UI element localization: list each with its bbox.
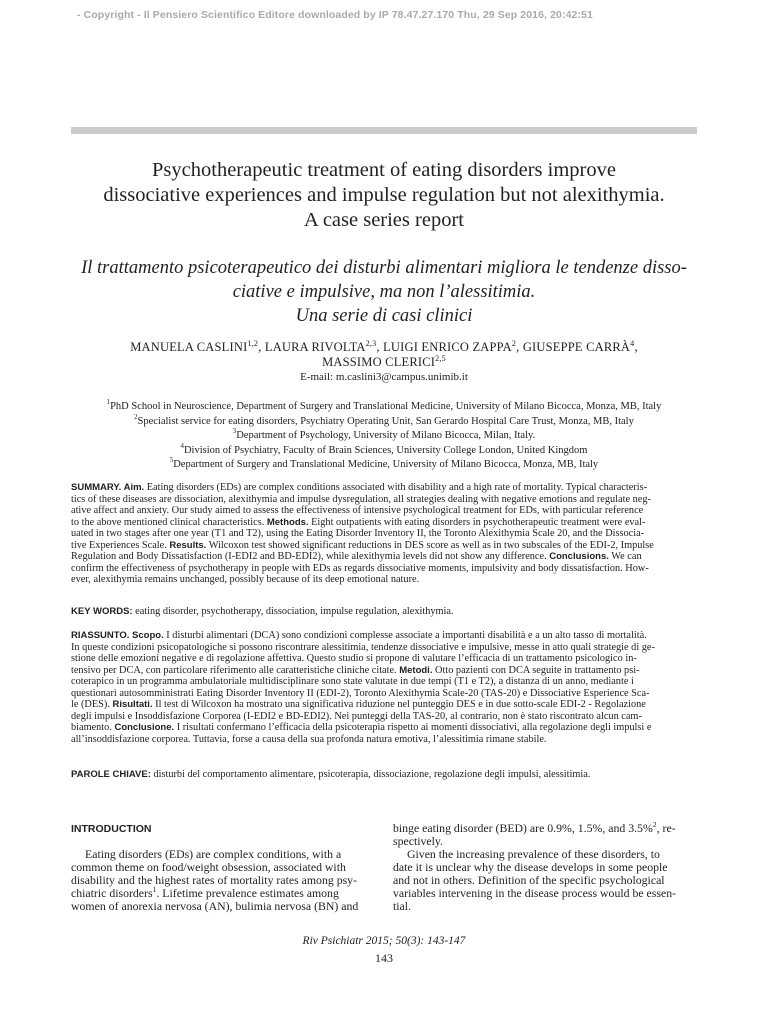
body-line: tial.	[393, 899, 412, 913]
riassunto-metodi-label: Metodi.	[399, 664, 433, 676]
author-separator: ,	[634, 340, 638, 354]
summary-lead: SUMMARY. Aim.	[71, 482, 145, 493]
affiliation-text: Department of Psychology, University of Milano Bicocca, Milan, Italy.	[236, 430, 536, 441]
summary-line: confirm the effectiveness of psychotherapy in people with EDs as regards dissociative moments, impulsivity and body dissatisfaction. How-	[71, 562, 649, 574]
riassunto-line: stione delle emozioni negative e di regolazione affettiva. Questo studio si propone di valutare l’efficacia di un trattamento psicologico in-	[71, 653, 637, 664]
body-text: . Lifetime prevalence estimates among	[156, 886, 339, 900]
summary-conclusions-label: Conclusions.	[549, 551, 609, 562]
riassunto-line	[71, 722, 697, 734]
summary-text: Eating disorders (EDs) are complex conditions associated with disability and a high rate of mortality. Typical characteris-	[144, 482, 648, 493]
riassunto-line: questionari autosomministrati Eating Disorder Inventory II (EDI-2), Toronto Alexithymia Scale-20 (TAS-20) e Dissociative Esperience Sca-	[71, 687, 650, 699]
intro-left-column	[71, 848, 375, 913]
riassunto-line: degli impulsi e Insoddisfazione Corporea (I-EDI2 e BD-EDI2). Nei punteggi della TAS-20, al contrario, non è stato riscontrato alcun cam-	[71, 710, 642, 722]
riassunto-text: tensivo per DCA, con particolare riferimento alle caratteristiche cliniche citate.	[71, 664, 400, 676]
riassunto-text: I disturbi alimentari (DCA) sono condizioni complesse associate a importanti disabilità e a un alto tasso di mortalità.	[163, 630, 647, 641]
summary-line: uated in two stages after one year (T1 and T2), using the Eating Disorder Inventory II, the Toronto Alexithymia Scale 20, and the Dissocia-	[71, 528, 645, 539]
author-name: MASSIMO CLERICI	[322, 354, 436, 369]
author-affiliation-sup: 2	[511, 339, 517, 348]
riassunto-text: Otto pazienti con DCA seguite in trattamento psi-	[432, 664, 640, 676]
summary-text: tive Experiences Scale.	[71, 539, 170, 551]
subtitle-line: Il trattamento psicoterapeutico dei disturbi alimentari migliora le tendenze disso-	[81, 258, 687, 278]
summary-methods-label: Methods.	[266, 516, 309, 528]
author-name: , LAURA RIVOLTA	[258, 340, 366, 354]
riassunto-line	[71, 665, 697, 677]
keywords-lead: KEY WORDS:	[71, 606, 133, 617]
title-line: A case series report	[304, 209, 464, 231]
header-rule	[71, 127, 697, 134]
body-line: spectively.	[393, 834, 444, 848]
subtitle-line: Una serie di casi clinici	[295, 306, 473, 326]
affiliation-sup: 5	[169, 457, 174, 464]
summary-results-label: Results.	[169, 539, 207, 551]
introduction-heading: INTRODUCTION	[71, 823, 152, 835]
body-line: disability and the highest rates of mortality rates among psy-	[71, 873, 358, 887]
corresponding-email: E-mail: m.caslini3@campus.unimib.it	[300, 371, 468, 383]
summary-text: to the above mentioned clinical characteristics.	[71, 516, 267, 528]
author-affiliation-sup: 2,3	[365, 339, 377, 348]
keywords-text: eating disorder, psychotherapy, dissociation, impulse regulation, alexithymia.	[132, 606, 454, 617]
affiliation-sup: 4	[180, 442, 184, 450]
author-affiliation-sup: 4	[630, 339, 635, 348]
keywords-line	[71, 606, 697, 618]
affiliation-text: Specialist service for eating disorders, Psychiatry Operating Unit, San Gerardo Hospital Care Trust, Monza, MB, Italy	[137, 415, 634, 427]
parole-line	[71, 769, 697, 781]
riassunto-text: Il test di Wilcoxon ha mostrato una significativa riduzione nel punteggio DES e in due sotto-scale EDI-2 - Regolazione	[152, 699, 646, 710]
body-text: , re-	[656, 821, 676, 835]
affiliation-text: Division of Psychiatry, Faculty of Brain Sciences, University College London, United Kingdom	[183, 444, 588, 456]
affiliation-item	[60, 444, 708, 459]
riassunto-line	[71, 630, 697, 642]
parole-text: disturbi del comportamento alimentare, psicoterapia, dissociazione, regolazione degli impulsi, alessitimia.	[150, 769, 591, 780]
author-name: MANUELA CASLINI	[130, 340, 248, 354]
body-line: common theme on food/weight obsession, associated with	[71, 860, 346, 874]
riassunto-conclusione-label: Conclusione.	[114, 722, 175, 733]
body-line: date it is unclear why the disease develops in some people	[393, 860, 668, 874]
title-line: dissociative experiences and impulse regulation but not alexithymia.	[103, 184, 665, 206]
summary-line: tics of these diseases are dissociation, alexithymia and impulse dysregulation, all strategies dealing with negative emotions and regulate neg-	[71, 493, 651, 505]
keywords-block	[71, 606, 697, 618]
body-text: chiatric disorders	[71, 886, 153, 900]
author-line-1	[60, 340, 708, 355]
body-line: Eating disorders (EDs) are complex conditions, with a	[85, 847, 342, 861]
summary-line	[71, 540, 697, 552]
summary-text: Wilcoxon test showed significant reductions in DES score as well as in two subscales of the EDI-2, Impulse	[206, 539, 654, 551]
article-subtitle-italian	[60, 256, 708, 328]
riassunto-abstract	[71, 630, 697, 745]
riassunto-risultati-label: Risultati.	[112, 699, 153, 710]
riassunto-line: In queste condizioni psicopatologiche si possono riscontrare alessitimia, tendenze dissociative e impulsive, messe in atto quali strategie di ge-	[71, 641, 655, 653]
parole-chiave-block	[71, 769, 697, 781]
author-affiliation-sup: 1,2	[247, 339, 259, 348]
summary-line	[71, 517, 697, 529]
journal-citation: Riv Psichiatr 2015; 50(3): 143-147	[302, 935, 466, 947]
author-affiliation-sup: 2,5	[435, 353, 446, 363]
parole-lead: PAROLE CHIAVE:	[71, 769, 151, 780]
summary-text: We can	[608, 551, 642, 562]
summary-line	[71, 482, 697, 494]
summary-line	[71, 551, 697, 563]
page-number: 143	[375, 951, 393, 965]
body-line: variables intervening in the disease process would be essen-	[393, 886, 677, 900]
title-line: Psychotherapeutic treatment of eating disorders improve	[152, 159, 616, 181]
affiliation-item	[60, 429, 708, 444]
author-name: , GIUSEPPE CARRÀ	[516, 340, 631, 354]
affiliation-list	[60, 400, 708, 473]
copyright-notice: - Copyright - Il Pensiero Scientifico Editore downloaded by IP 78.47.27.170 Thu, 29 Sep 2016, 20:42:51	[77, 9, 593, 21]
intro-right-column	[393, 822, 697, 913]
author-name: , LUIGI ENRICO ZAPPA	[376, 340, 512, 354]
reference-sup: 2	[652, 820, 657, 829]
author-line-2	[60, 355, 708, 370]
affiliation-sup: 3	[232, 428, 237, 435]
affiliation-sup: 2	[134, 413, 138, 421]
summary-line: ever, alexithymia remains unchanged, possibly because of its deep emotional nature.	[71, 574, 420, 585]
author-list	[60, 340, 708, 369]
affiliation-sup: 1	[106, 399, 111, 406]
riassunto-text: le (DES).	[71, 699, 113, 710]
affiliation-text: PhD School in Neuroscience, Department of Surgery and Translational Medicine, University of Milano Bicocca, Monza, MB, Italy	[110, 401, 662, 412]
article-title	[60, 158, 708, 233]
summary-line: ative affect and anxiety. Our study aimed to assess the effectiveness of intensive psychological treatment for EDs, with particular reference	[71, 505, 644, 516]
body-line: women of anorexia nervosa (AN), bulimia nervosa (BN) and	[71, 899, 359, 913]
riassunto-line: all’insoddisfazione corporea. Tuttavia, forse a causa della sua profonda natura emotiva, l’alessitimia rimane stabile.	[71, 733, 547, 745]
riassunto-text: I risultati confermano l’efficacia della psicoterapia rispetto ai momenti dissociativi, alla regolazione degli impulsi e	[174, 722, 652, 733]
body-line: and not in others. Definition of the specific psychological	[393, 873, 665, 887]
reference-sup: 1	[152, 885, 157, 894]
affiliation-item	[60, 458, 708, 473]
affiliation-item	[60, 415, 708, 430]
summary-text: Regulation and Body Dissatisfaction (I-EDI2 and BD-EDI2), while alexithymia levels did not show any difference.	[71, 551, 550, 562]
affiliation-item	[60, 400, 708, 415]
subtitle-line: ciative e impulsive, ma non l’alessitimia.	[232, 282, 536, 302]
body-line: Given the increasing prevalence of these disorders, to	[407, 847, 660, 861]
riassunto-lead: RIASSUNTO. Scopo.	[71, 630, 164, 641]
summary-abstract	[71, 482, 697, 586]
riassunto-line: coterapico in un programma ambulatoriale multidisciplinare sono state valutate in due tempi (T1 e T2), a distanza di un anno, mediante i	[71, 676, 634, 687]
summary-text: Eight outpatients with eating disorders in psychotherapeutic treatment were eval-	[308, 516, 646, 528]
affiliation-text: Department of Surgery and Translational Medicine, University of Milano Bicocca, Monza, MB, Italy	[173, 459, 599, 470]
riassunto-text: biamento.	[71, 722, 115, 733]
body-text: binge eating disorder (BED) are 0.9%, 1.5%, and 3.5%	[393, 821, 653, 835]
riassunto-line	[71, 699, 697, 711]
